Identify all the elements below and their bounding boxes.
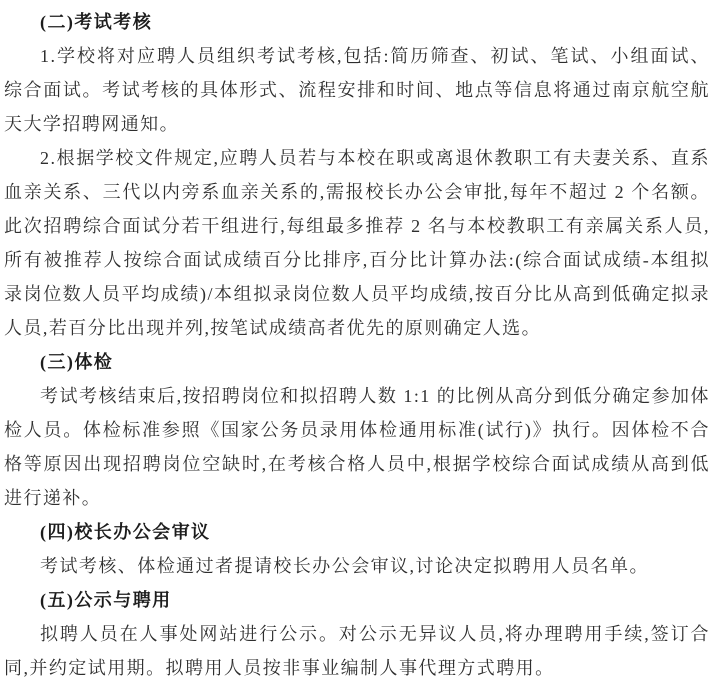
paragraph-publicity-employment: 拟聘人员在人事处网站进行公示。对公示无异议人员,将办理聘用手续,签订合同,并约定试用期。拟聘用人员按非事业编制人事代理方式聘用。 [4, 624, 710, 678]
paragraph-exam-process: 1.学校将对应聘人员组织考试考核,包括:简历筛查、初试、笔试、小组面试、综合面试。考试考核的具体形式、流程安排和时间、地点等信息将通过南京航空航天大学招聘网通知。 [4, 46, 710, 134]
paragraph-physical-exam: 考试考核结束后,按招聘岗位和拟招聘人数 1:1 的比例从高分到低分确定参加体检人员。体检标准参照《国家公务员录用体检通用标准(试行)》执行。因体检不合格等原因出现招聘岗位空缺时,在考核合格人员中,根据学校综合面试成绩从高到低进行递补。 [4, 386, 710, 508]
section-exam-assessment [4, 5, 710, 345]
section-president-meeting-review [4, 515, 710, 583]
section-heading-exam-assessment: (二)考试考核 [40, 12, 153, 32]
paragraph-president-meeting-review: 考试考核、体检通过者提请校长办公会审议,讨论决定拟聘用人员名单。 [40, 556, 649, 576]
section-heading-publicity-employment: (五)公示与聘用 [40, 590, 172, 610]
paragraph-relative-policy: 2.根据学校文件规定,应聘人员若与本校在职或离退休教职工有夫妻关系、直系血亲关系、三代以内旁系血亲关系的,需报校长办公会审批,每年不超过 2 个名额。此次招聘综合面试分若干组进行,每组最多推荐 2 名与本校教职工有亲属关系人员,所有被推荐人按综合面试成绩百分比排序,百分比计算办法:(综合面试成绩-本组拟录岗位数人员平均成绩)/本组拟录岗位数人员平均成绩,按百分比从高到低确定拟录人员,若百分比出现并列,按笔试成绩高者优先的原则确定人选。 [4, 148, 710, 338]
section-heading-physical-exam: (三)体检 [40, 352, 114, 372]
section-physical-exam [4, 345, 710, 515]
section-publicity-employment [4, 583, 710, 685]
section-heading-president-meeting-review: (四)校长办公会审议 [40, 522, 211, 542]
